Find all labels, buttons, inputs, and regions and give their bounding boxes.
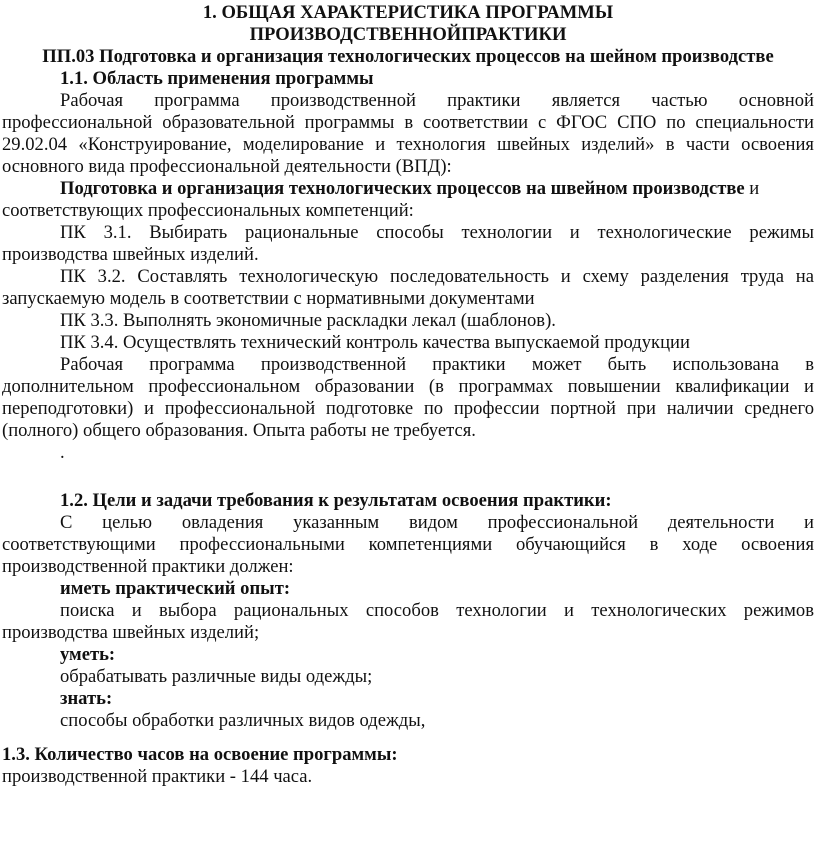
paragraph-1-line-3: 29.02.04 «Конструирование, моделирование и технология швейных изделий» в части освоения xyxy=(2,134,814,155)
vpd-line-2: соответствующих профессиональных компетенций: xyxy=(2,200,414,221)
paragraph-3-line-3: производственной практики должен: xyxy=(2,556,294,577)
paragraph-1-line-1: Рабочая программа производственной практики является частью основной xyxy=(60,90,814,111)
experience-label: иметь практический опыт: xyxy=(60,578,291,599)
vpd-line xyxy=(2,178,814,200)
skills-text: обрабатывать различные виды одежды; xyxy=(60,666,373,687)
pk32-line-1: ПК 3.2. Составлять технологическую последовательность и схему разделения труда на xyxy=(60,266,814,287)
experience-line-2: производства швейных изделий; xyxy=(2,622,260,643)
skills-label: уметь: xyxy=(60,644,116,665)
paragraph-3-line-2: соответствующими профессиональными компетенциями обучающийся в ходе освоения xyxy=(2,534,814,555)
vpd-bold-text: Подготовка и организация технологических процессов на швейном производстве xyxy=(60,178,745,199)
paragraph-1-line-4: основного вида профессиональной деятельности (ВПД): xyxy=(2,156,452,177)
paragraph-2-line-2: дополнительном профессиональном образовании (в программах повышении квалификации и xyxy=(2,376,814,397)
paragraph-2-line-1: Рабочая программа производственной практики может быть использована в xyxy=(60,354,814,375)
hours-text: производственной практики - 144 часа. xyxy=(2,766,313,787)
vpd-tail: и xyxy=(744,178,760,199)
paragraph-2-line-4: (полного) общего образования. Опыта работы не требуется. xyxy=(2,420,476,441)
pk32-line-2: запускаемую модель в соответствии с нормативными документами xyxy=(2,288,535,309)
pk31-line-2: производства швейных изделий. xyxy=(2,244,259,265)
section-1-2-heading: 1.2. Цели и задачи требования к результатам освоения практики: xyxy=(60,490,612,511)
subtitle: ПП.03 Подготовка и организация технологических процессов на шейном производстве xyxy=(42,46,774,67)
experience-line-1: поиска и выбора рациональных способов технологии и технологических режимов xyxy=(60,600,814,621)
title-line-2: ПРОИЗВОДСТВЕННОЙПРАКТИКИ xyxy=(249,24,567,45)
stray-dot: . xyxy=(60,442,65,463)
section-1-1-heading: 1.1. Область применения программы xyxy=(60,68,374,89)
pk33-line: ПК 3.3. Выполнять экономичные раскладки лекал (шаблонов). xyxy=(60,310,556,331)
pk31-line-1: ПК 3.1. Выбирать рациональные способы технологии и технологические режимы xyxy=(60,222,814,243)
knowledge-text: способы обработки различных видов одежды, xyxy=(60,710,426,731)
section-1-3-heading: 1.3. Количество часов на освоение программы: xyxy=(2,744,398,765)
paragraph-2-line-3: переподготовки) и профессиональной подготовке по профессии портной при наличии среднего xyxy=(2,398,814,419)
pk34-line: ПК 3.4. Осуществлять технический контроль качества выпускаемой продукции xyxy=(60,332,690,353)
knowledge-label: знать: xyxy=(60,688,113,709)
paragraph-3-line-1: С целью овладения указанным видом профессиональной деятельности и xyxy=(60,512,814,533)
paragraph-1-line-2: профессиональной образовательной программы в соответствии с ФГОС СПО по специальности xyxy=(2,112,814,133)
title-line-1: 1. ОБЩАЯ ХАРАКТЕРИСТИКА ПРОГРАММЫ xyxy=(202,2,614,23)
